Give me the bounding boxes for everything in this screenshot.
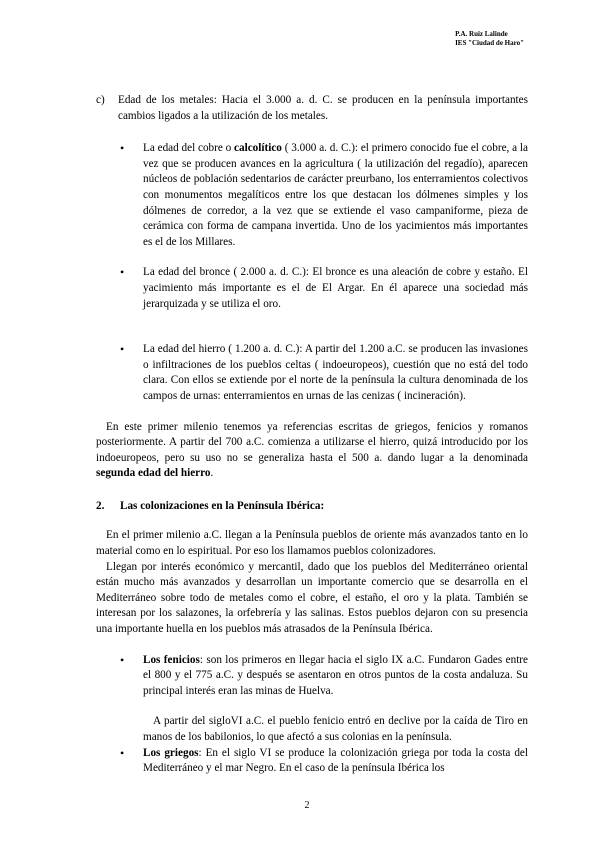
- section-c-label: c): [96, 94, 105, 106]
- bullet-icon: •: [120, 141, 125, 156]
- section-heading-2: [96, 499, 528, 515]
- heading-number: 2.: [96, 499, 105, 512]
- section-c: [96, 93, 528, 124]
- bullet-text: Los griegos: En el siglo VI se produce la colonización griega por toda la costa del Mediterráneo y el mar Negro. En el caso de la península Ibérica los: [143, 746, 529, 775]
- paragraph-colonizacion-1: En el primer milenio a.C. llegan a la Península pueblos de oriente más avanzados tanto en lo material como en lo espiritual. Por eso los llamamos pueblos colonizadores.: [96, 529, 528, 558]
- bullet-bronce: [120, 265, 528, 312]
- bullet-icon: •: [120, 265, 125, 280]
- paragraph-fenicios-declive: A partir del sigloVI a.C. el pueblo fenicio entró en declive por la caída de Tiro en manos de los babilonios, lo que afectó a sus colonias en la península.: [143, 715, 528, 743]
- heading-title: Las colonizaciones en la Península Ibérica:: [120, 499, 325, 512]
- bullet-text: La edad del cobre o calcolítico ( 3.000 a. d. C.): el primero conocido fue el cobre, a la vez que se producen avances en la agricultura ( la utilización del regadío), aparecen núcleos de población sedentarios de carácter preurbano, los enterramientos colectivos con monumentos megalíticos entre los que destacan los dólmenes simples y los dólmenes de corredor, a la vez que se extiende el vaso campaniforme, pieza de cerámica con forma de campana invertida. Uno de los yacimientos más importantes es el de los Millares.: [143, 142, 528, 248]
- header-author: P.A. Ruiz Lalinde: [455, 30, 508, 38]
- header-school: IES "Ciudad de Haro": [455, 39, 524, 47]
- section-c-text: Edad de los metales: Hacia el 3.000 a. d. C. se producen en la península importantes cambios ligados a la utilización de los metales.: [118, 94, 528, 122]
- bullet-cobre: [120, 141, 528, 250]
- bullet-hierro: [120, 342, 528, 404]
- page-header: [455, 30, 524, 48]
- bullet-icon: •: [120, 745, 125, 760]
- bullet-text: La edad del hierro ( 1.200 a. d. C.): A partir del 1.200 a.C. se producen las invasiones o infiltraciones de los pueblos celtas ( indoeuropeos), cuestión que no está del todo clara. Con ellos se extiende por el norte de la península la cultura denominada de los campos de urnas: enterramientos en urnas de las cenizas ( incineración).: [143, 343, 528, 402]
- bullet-text: La edad del bronce ( 2.000 a. d. C.): El bronce es una aleación de cobre y estaño. El yacimiento más importante es el de El Argar. En él aparece una sociedad más jerarquizada y se utiliza el oro.: [143, 266, 528, 310]
- bullet-icon: •: [120, 342, 125, 357]
- paragraph-colonizacion-2: Llegan por interés económico y mercantil, dado que los pueblos del Mediterráneo oriental están mucho más avanzados y desarrollan un importante comercio que se desarrolla en el Mediterráneo sobre todo de metales como el cobre, el estaño, el oro y la plata. También se interesan por los salazones, la orfebrería y las salinas. Estos pueblos dejaron con su presencia una importante huella en los pueblos más atrasados de la Península Ibérica.: [96, 560, 528, 636]
- paragraph-milenio: En este primer milenio tenemos ya referencias escritas de griegos, fenicios y romanos posteriormente. A partir del 700 a.C. comienza a utilizarse el hierro, quizá introducido por los indoeuropeos, pero su uso no se generaliza hasta el 500 a. dando lugar a la denominada segunda edad del hierro.: [96, 420, 528, 480]
- document-body: [96, 93, 528, 777]
- bullet-fenicios: [120, 653, 528, 700]
- bullet-icon: •: [120, 652, 125, 667]
- page-number: 2: [304, 800, 310, 811]
- bullet-text: Los fenicios: son los primeros en llegar hacia el siglo IX a.C. Fundaron Gades entre el 800 y el 775 a.C. y después se asentaron en otros puntos de la costa andaluza. Su principal interés eran las minas de Huelva.: [143, 653, 528, 697]
- bullet-griegos: [120, 746, 528, 777]
